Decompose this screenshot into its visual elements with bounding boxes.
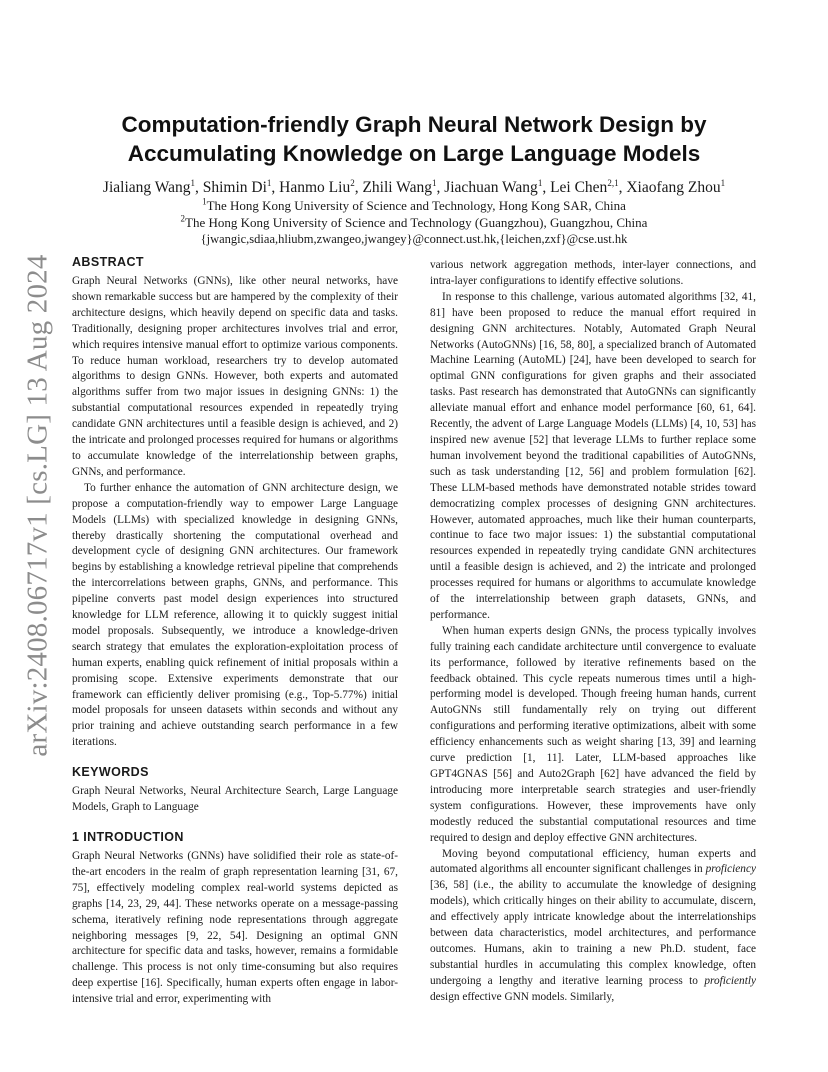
author-emails: {jwangic,sdiaa,hliubm,zwangeo,jwangey}@connect.ust.hk,{leichen,zxf}@cse.ust.hk — [200, 232, 628, 246]
author-name: Jiachuan Wang — [444, 179, 538, 196]
affiliation-mark: 1 — [202, 196, 207, 207]
emphasis-proficiently: proficiently — [704, 974, 756, 987]
author-name: Zhili Wang — [362, 179, 432, 196]
intro-paragraph-1-continued: various network aggregation methods, inter-layer connections, and intra-layer configurations to identify effective solutions. — [430, 259, 756, 287]
introduction-heading: 1 INTRODUCTION — [72, 830, 184, 844]
author-affiliation-mark: 1 — [266, 177, 272, 188]
author-affiliation-mark: 1 — [431, 177, 437, 188]
author-affiliation-mark: 1 — [190, 177, 195, 188]
author-name: Xiaofang Zhou — [626, 179, 721, 196]
abstract-paragraph-2: To further enhance the automation of GNN architecture design, we propose a computation-friendly way to empower Large Language Models (LLMs) with specialized knowledge in designing GNNs, thereby drastically shortening the computational overhead and development cycle of designing GNN architectures. Our framework begins by establishing a knowledge retrieval pipeline that comprehends the intercorrelations between graphs, GNNs, and performance. This pipeline converts past model design experiences into structured knowledge for LLM reference, allowing it to quickly suggest initial model proposals. Subsequently, we introduce a knowledge-driven search strategy that emulates the exploration-exploitation process of human experts, enabling quick refinement of initial proposals within a promising scope. Extensive experiments demonstrate that our framework can efficiently deliver promising (e.g., Top-5.77%) initial model proposals for unseen datasets within seconds and without any prior training and achieve outstanding search performance in a few iterations. — [72, 481, 398, 749]
intro-paragraph-2: In response to this challenge, various automated algorithms [32, 41, 81] have been proposed to reduce the manual effort required in designing GNN architectures. Notably, Automated Graph Neural Networks (AutoGNNs) [16, 58, 80], a specialized branch of Automated Machine Learning (AutoML) [24], have been developed to search for optimal GNN configurations for given graphs and their associated tasks. Past research has demonstrated that AutoGNNs can significantly alleviate manual effort and enhance model performance [60, 61, 64]. Recently, the advent of Large Language Models (LLMs) [4, 10, 53] has inspired new avenue [52] that leverage LLMs to further replace some human involvement beyond the traditional capabilities of AutoGNNs, such as task understanding [12, 56] and problem formulation [62]. These LLM-based methods have demonstrated notable strides toward democratizing complex processes of designing GNN architectures. However, automated approaches, much like their human counterparts, continue to face two major issues: 1) the substantial computational resources expended in repeatedly trying candidate GNN architectures until a feasible design is achieved, and 2) the intricate and prolonged processes required for humans or algorithms to accumulate knowledge of the interrelationship between graph datasets, GNNs, and performance. — [430, 290, 756, 621]
affiliation-text: The Hong Kong University of Science and Technology (Guangzhou), Guangzhou, China — [185, 215, 648, 230]
author-list: Jialiang Wang$^1$, Shimin Di$^1$, Hanmo Liu$^2$, Zhili Wang$^1$, Jiachuan Wang$^1$, Lei Chen$^{2,1}$, Xiaofang Zhou$^1$ — [102, 177, 726, 196]
author-affiliation-mark: 1 — [720, 177, 726, 188]
left-column — [72, 254, 398, 1008]
title-line-2: Accumulating Knowledge on Large Language Models — [127, 141, 701, 166]
author-name: Shimin Di — [202, 179, 267, 196]
arxiv-identifier-stamp — [14, 253, 62, 757]
arxiv-identifier-text: arXiv:2408.06717v1 [cs.LG] 13 Aug 2024 — [21, 253, 54, 757]
author-affiliation-mark: 2,1 — [607, 177, 619, 188]
title-line-1: Computation-friendly Graph Neural Network Design by — [121, 112, 707, 137]
intro-paragraph-4-part-c: design effective GNN models. Similarly, — [430, 990, 615, 1003]
abstract-heading: ABSTRACT — [72, 255, 144, 269]
affiliation-1 — [72, 197, 756, 214]
paper-title — [72, 110, 756, 168]
intro-paragraph-4 — [430, 847, 756, 1006]
author-affiliation-mark: 1 — [537, 177, 543, 188]
right-column — [430, 258, 756, 1006]
author-affiliation-mark: 2 — [350, 177, 355, 188]
paper-header — [72, 110, 756, 247]
keywords-heading: KEYWORDS — [72, 765, 149, 780]
abstract-paragraph-1: Graph Neural Networks (GNNs), like other neural networks, have shown remarkable success but are hampered by the complexity of their architecture designs, which heavily depend on specific data and tasks. Traditionally, designing proper architectures involves trial and error, which requires intensive manual effort to optimize various components. To reduce human workload, researchers try to develop automated algorithms to design GNNs. However, both experts and automated algorithms suffer from two major issues in designing GNNs: 1) the substantial computational resources expended in repeatedly trying candidate GNN architectures until a feasible design is achieved, and 2) the intricate and prolonged processes required for humans or algorithms to accumulate knowledge of the interrelationship between graphs, GNNs, and performance. — [72, 275, 398, 478]
emphasis-proficiency: proficiency — [705, 863, 756, 876]
author-name: Hanmo Liu — [279, 179, 351, 196]
author-name: Jialiang Wang — [102, 179, 191, 196]
affiliation-2 — [72, 214, 756, 231]
intro-paragraph-4-part-a: Moving beyond computational efficiency, human experts and automated algorithms all encounter significant challenges in — [430, 847, 756, 876]
intro-paragraph-3: When human experts design GNNs, the process typically involves fully training each candidate architecture until convergence to evaluate its performance, followed by iterative refinements based on the feedback obtained. This cycle repeats numerous times until a high-performing model is developed. Though freeing human hands, current AutoGNNs still fundamentally rely on trying out different configurations and performing iterative optimizations, albeit with some efficiency enhancements such as weight sharing [13, 39] and learning curve prediction [1, 11]. Later, LLM-based approaches like GPT4GNAS [56] and Auto2Graph [62] have advanced the field by introducing more interpretable search strategies and user-friendly system configurations. However, these improvements have only modestly reduced the substantial computational resources and time required to design and deploy effective GNN architectures. — [430, 624, 756, 844]
keywords-text: Graph Neural Networks, Neural Architecture Search, Large Language Models, Graph to Language — [72, 785, 398, 814]
affiliation-text: The Hong Kong University of Science and Technology, Hong Kong SAR, China — [206, 198, 626, 213]
affiliation-mark: 2 — [180, 213, 186, 224]
author-name: Lei Chen — [550, 179, 608, 196]
intro-paragraph-4-part-b: [36, 58] (i.e., the ability to accumulate the knowledge of designing models), which critically hinges on their ability to accumulate, discern, and effectively apply intricate knowledge about the interrelationships between data characteristics, model architectures, and performance outcomes. Humans, akin to training a new Ph.D. student, face substantial hurdles in accumulating this complex knowledge, often undergoing a lengthy and iterative learning process to — [430, 879, 756, 987]
intro-paragraph-1: Graph Neural Networks (GNNs) have solidified their role as state-of-the-art encoders in the realm of graph representation learning [31, 67, 75], effectively modeling complex real-world systems depicted as graphs [14, 23, 29, 44]. These networks operate on a message-passing schema, iteratively refining node representations through aggregate neighboring messages [9, 22, 54]. Designing an optimal GNN architecture for specific data and tasks, however, remains a formidable challenge. This process is not only time-consuming but also requires deep expertise [16]. Specifically, human experts often engage in labor-intensive trial and error, experimenting with — [72, 850, 398, 1006]
